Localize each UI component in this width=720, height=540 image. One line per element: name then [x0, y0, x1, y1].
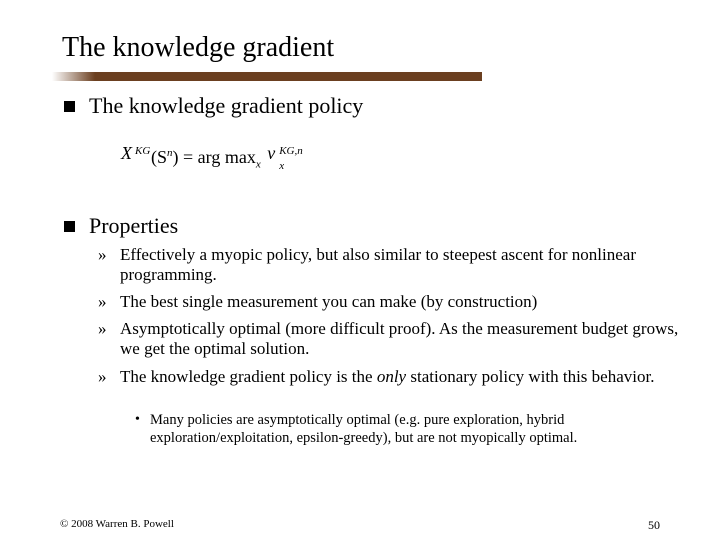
dot-marker-icon: • — [135, 412, 140, 427]
sub-bullet-asymptotic: Asymptotically optimal (more difficult proof). As the measurement budget grows, we get the optimal solution. — [120, 319, 679, 358]
page-number: 50 — [648, 518, 660, 532]
sub-sub-bullet-many-policies: Many policies are asymptotically optimal (e.g. pure exploration, hybrid exploration/exploitation, epsilon-greedy), but are not myopically optimal. — [150, 412, 578, 446]
raquo-marker-icon: » — [98, 319, 107, 338]
bullet-square-icon — [64, 221, 75, 232]
sub-bullet-only-stationary — [120, 367, 680, 387]
bullet-text-kg-policy: The knowledge gradient policy — [89, 93, 364, 118]
sub-bullet-only-before: The knowledge gradient policy is the — [120, 367, 377, 386]
sub-bullet-only-emph: only — [376, 367, 407, 386]
sub-bullet-myopic: Effectively a myopic policy, but also similar to steepest ascent for nonlinear programming. — [120, 245, 636, 284]
formula-lhs-sup: KG — [135, 145, 151, 157]
formula-lhs-arg: (S — [151, 147, 168, 167]
sub-bullet-best-measurement: The best single measurement you can make (by construction) — [120, 292, 538, 311]
formula-lhs-base: X — [121, 143, 132, 163]
kg-policy-formula — [121, 138, 307, 180]
raquo-marker-icon: » — [98, 245, 107, 264]
formula-eq-argmax: = arg max — [178, 147, 256, 167]
title-underline — [52, 72, 482, 81]
sub-bullet-only-after: stationary policy with this behavior. — [406, 367, 655, 386]
raquo-marker-icon: » — [98, 367, 107, 386]
formula-lhs-arg-close: ) — [172, 147, 179, 167]
raquo-marker-icon: » — [98, 292, 107, 311]
bullet-text-properties: Properties — [89, 213, 179, 238]
formula-lhs-arg-sup: n — [167, 147, 173, 159]
formula-max-sub: x — [255, 158, 261, 171]
footer-copyright: © 2008 Warren B. Powell — [60, 518, 174, 530]
slide-title: The knowledge gradient — [62, 32, 335, 63]
bullet-square-icon — [64, 101, 75, 112]
formula-rhs-base: v — [267, 143, 276, 163]
formula-rhs-sup: KG,n — [279, 145, 303, 157]
formula-rhs-sub: x — [279, 160, 285, 172]
